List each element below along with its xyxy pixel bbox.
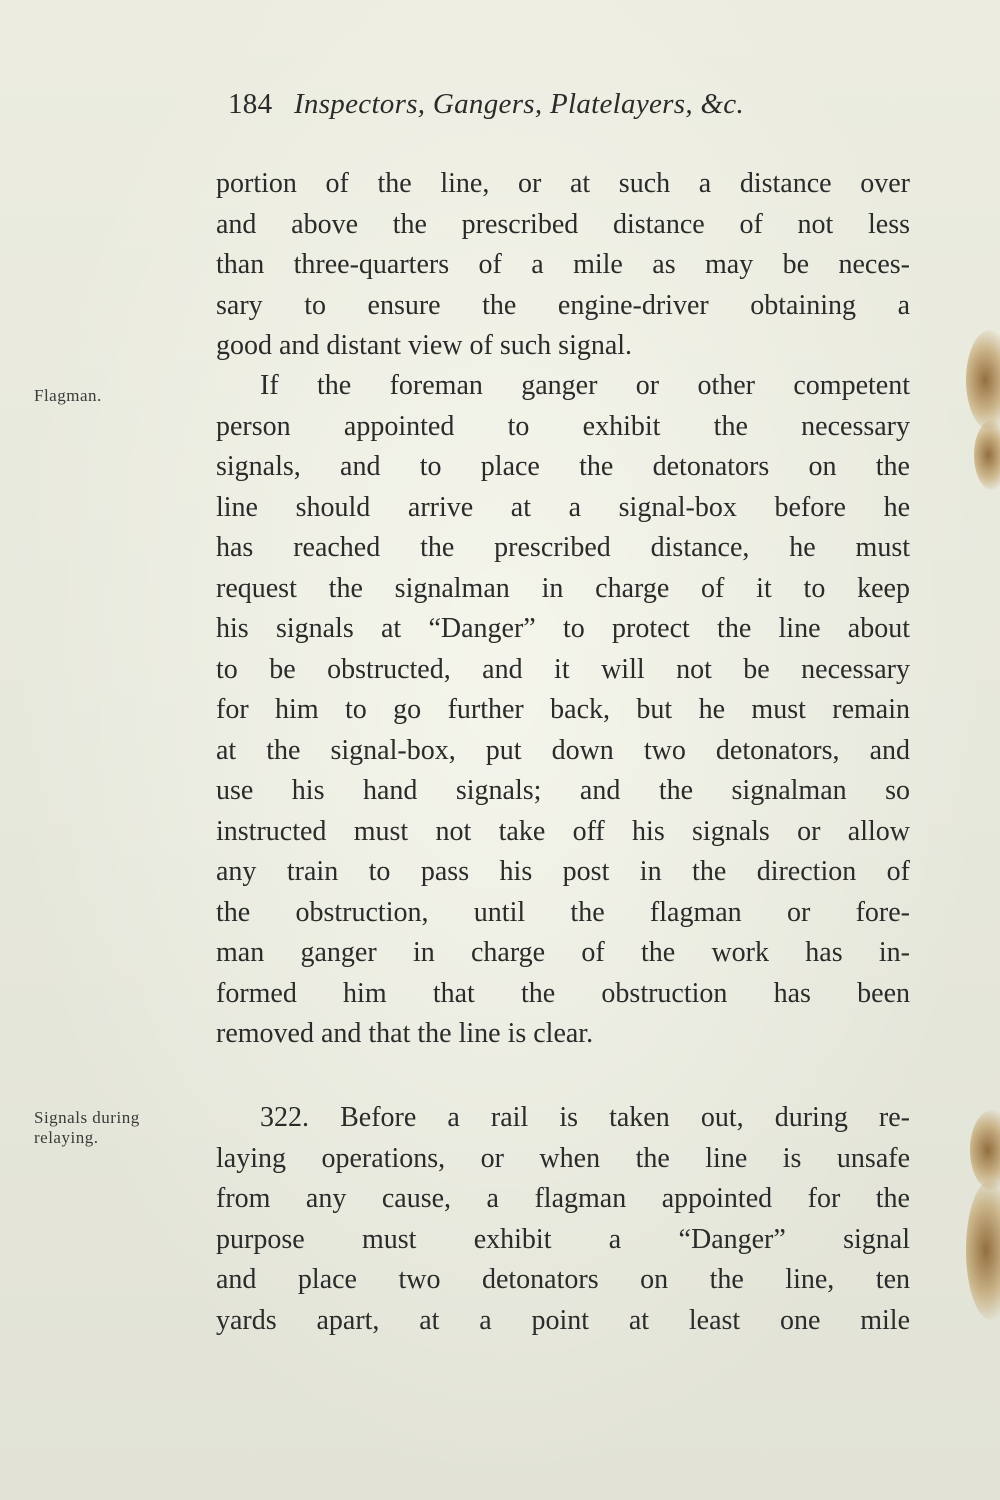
page-number: 184: [228, 88, 273, 120]
page-stain: [966, 330, 1000, 430]
running-head: [228, 88, 744, 121]
text-line: has reached the prescribed distance, he must: [216, 532, 910, 563]
text-line: signals, and to place the detonators on the: [216, 451, 910, 482]
paragraph-flagman: [216, 366, 910, 1055]
text-line: instructed must not take off his signals or allow: [216, 815, 910, 847]
text-line: sary to ensure the engine-driver obtaining a: [216, 289, 910, 321]
text-line: his signals at “Danger” to protect the line about: [216, 613, 910, 644]
page-stain: [970, 1110, 1000, 1190]
text-line: request the signalman in charge of it to keep: [216, 572, 910, 604]
text-line: and above the prescribed distance of not less: [216, 208, 910, 240]
running-title: Inspectors, Gangers, Platelayers, &c.: [293, 88, 745, 120]
text-line: man ganger in charge of the work has in-: [216, 937, 910, 968]
text-line: for him to go further back, but he must remain: [216, 694, 910, 725]
margin-note-text: relaying.: [34, 1128, 99, 1147]
text-line: purpose must exhibit a “Danger” signal: [216, 1223, 910, 1255]
page-stain: [974, 420, 1000, 490]
text-line: portion of the line, or at such a distance over: [216, 168, 910, 199]
text-line: any train to pass his post in the direction of: [216, 856, 910, 887]
text-line: and place two detonators on the line, ten: [216, 1264, 910, 1295]
text-line: to be obstructed, and it will not be necessary: [216, 653, 910, 685]
margin-note-text: Flagman.: [34, 386, 102, 405]
page-stain: [966, 1180, 1000, 1320]
text-line: at the signal-box, put down two detonators, and: [216, 734, 910, 766]
paragraph-continuation: [216, 164, 910, 367]
text-line: the obstruction, until the flagman or fore-: [216, 896, 910, 928]
text-line: than three-quarters of a mile as may be neces-: [216, 249, 910, 280]
text-line: yards apart, at a point at least one mile: [216, 1304, 910, 1336]
text-line: person appointed to exhibit the necessary: [216, 410, 910, 442]
paragraph-322: [216, 1098, 910, 1341]
margin-note-signals-during-relaying: [34, 1108, 140, 1148]
text-line: laying operations, or when the line is unsafe: [216, 1142, 910, 1174]
text-line: If the foreman ganger or other competent: [260, 370, 910, 401]
text-line: good and distant view of such signal.: [216, 330, 633, 361]
text-line: line should arrive at a signal-box before he: [216, 491, 910, 523]
text-line: removed and that the line is clear.: [216, 1018, 594, 1049]
text-line: 322. Before a rail is taken out, during re-: [260, 1102, 910, 1133]
text-line: formed him that the obstruction has been: [216, 977, 910, 1009]
margin-note-text: Signals during: [34, 1108, 140, 1127]
text-line: use his hand signals; and the signalman so: [216, 775, 910, 806]
margin-note-flagman: [34, 386, 102, 406]
text-line: from any cause, a flagman appointed for the: [216, 1183, 910, 1214]
